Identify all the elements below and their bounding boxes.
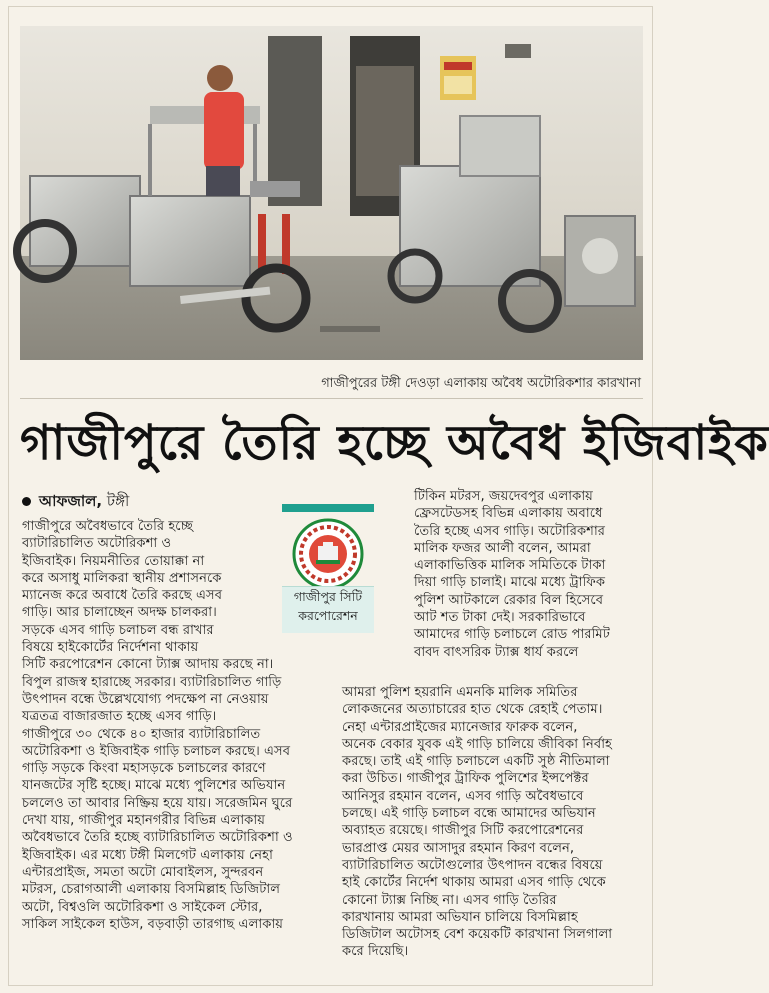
headline: গাজীপুরে তৈরি হচ্ছে অবৈধ ইজিবাইক bbox=[20, 415, 769, 471]
article-line: হাই কোর্টের নির্দেশ থাকায় আমরা এসব গাড়ি থেকে bbox=[342, 875, 606, 891]
logo-label-line-1: গাজীপুর সিটি bbox=[293, 589, 363, 604]
article-line: এলাকাভিত্তিক মালিক সমিতিকে টাকা bbox=[414, 558, 606, 574]
article-left-narrow-block bbox=[22, 518, 408, 656]
article-line: উৎপাদন বন্ধে উল্লেখযোগ্য পদক্ষেপ না নেওয়ায় bbox=[22, 691, 269, 707]
article-line: গাড়ি সড়কে কিংবা মহাসড়কে চলাচলের কারণে bbox=[22, 761, 266, 777]
article-line: সিটি করপোরেশন কোনো ট্যাক্স আদায় করছে না। bbox=[22, 657, 274, 673]
article-line: অবৈধভাবে তৈরি হচ্ছে ব্যাটারিচালিত অটোরিকশা ও bbox=[22, 830, 293, 846]
article-line: এন্টারপ্রাইজ, সমতা অটো মোবাইলস, সুন্দরবন bbox=[22, 864, 264, 880]
byline-bullet-icon bbox=[22, 497, 31, 506]
article-line: দিয়া গাড়ি চালাই। মাঝে মধ্যে ট্রাফিক bbox=[414, 575, 606, 591]
logo-label-line-2: করপোরেশন bbox=[298, 608, 358, 623]
article-line: অটোরিকশা ও ইজিবাইক গাড়ি চলাচল করছে। এসব bbox=[22, 743, 291, 759]
article-line: বাবদ বাৎসরিক ট্যাক্স ধার্য করলে bbox=[414, 644, 579, 660]
article-line: অনেক বেকার যুবক এই গাড়ি চালিয়ে জীবিকা নির্বাহ bbox=[342, 736, 612, 752]
article-line: চললেও তা আবার নিষ্ক্রিয় হয়ে যায়। সরেজমিন ঘুরে bbox=[22, 795, 293, 811]
article-line: ডিজিটাল অটোসহ বেশ কয়েকটি কারখানা সিলগালা bbox=[342, 927, 613, 943]
article-line: মটরস, চেরাগআলী এলাকায় বিসমিল্লাহ ডিজিটাল bbox=[22, 882, 281, 898]
article-line: কারখানায় আমরা অভিযান চালিয়ে বিসমিল্লাহ bbox=[342, 909, 578, 925]
article-line: ব্যাটারিচালিত অটোরিকশা ও bbox=[22, 536, 172, 552]
article-line: করছে। তাই এই গাড়ি চলাচলে একটি সুষ্ঠ নীতিমালা bbox=[342, 754, 610, 770]
article-line: ম্যানেজ করে অবাধে তৈরি করছে এসব bbox=[22, 588, 223, 604]
article-line: কোনো ট্যাক্স নিচ্ছি না। এসব গাড়ি তৈরির bbox=[342, 892, 557, 908]
article-line: অটো, বিশ্বওলি অটোরিকশা ও সাইকেল স্টোর, bbox=[22, 899, 263, 915]
article-line: চলছে। এই গাড়ি চলাচল বন্ধে আমাদের অভিযান bbox=[342, 806, 596, 822]
article-line: সড়কে এসব গাড়ি চলাচল বন্ধ রাখার bbox=[22, 622, 214, 638]
byline-location: টঙ্গী bbox=[106, 492, 130, 510]
article-line: গাজীপুরে ৩০ থেকে ৪০ হাজার ব্যাটারিচালিত bbox=[22, 726, 261, 742]
article-column-right-wide bbox=[342, 684, 646, 961]
article-line: সাকিল সাইকেল হাউস, বড়বাড়ী তারগাছ এলাকায় bbox=[22, 916, 284, 932]
article-line: মালিক ফজর আলী বলেন, আমরা bbox=[414, 540, 591, 556]
article-line: ব্যাটারিচালিত অটোগুলোর উৎপাদন বন্ধের বিষয়ে bbox=[342, 857, 603, 873]
logo-accent-bar bbox=[282, 504, 374, 512]
article-line: নেহা এন্টারপ্রাইজের ম্যানেজার ফারুক বলেন, bbox=[342, 719, 578, 735]
byline bbox=[22, 490, 129, 515]
article-line: অব্যাহত রয়েছে। গাজীপুর সিটি করপোরেশনের bbox=[342, 823, 584, 839]
article-line: টিকিন মটরস, জয়দেবপুর এলাকায় bbox=[414, 489, 593, 504]
article-line: করে দিয়েছি। bbox=[342, 944, 409, 960]
article-line: ইজিবাইক। নিয়মনীতির তোয়াক্কা না bbox=[22, 553, 205, 569]
article-line: করা উচিত। গাজীপুর ট্রাফিক পুলিশের ইন্সপেক্টর bbox=[342, 771, 589, 787]
article-line: লোকজনের অত্যাচারের হাত থেকে রেহাই পেতাম। bbox=[342, 702, 603, 718]
article-line: ফ্রেসটেডসহ বিভিন্ন এলাকায় অবাধে bbox=[414, 506, 603, 522]
headline-rule-top bbox=[20, 398, 643, 399]
article-line: গাজীপুরে অবৈধভাবে তৈরি হচ্ছে bbox=[22, 519, 194, 534]
article-line: ভারপ্রাপ্ত মেয়র আসাদুর রহমান কিরণ বলেন, bbox=[342, 840, 575, 856]
article-line: করে অসাধু মালিকরা স্থানীয় প্রশাসনকে bbox=[22, 570, 222, 586]
article-line: যত্রতত্র বাজারজাত হচ্ছে এসব গাড়ি। bbox=[22, 709, 217, 725]
article-line: গাড়ি। আর চালাচ্ছেন অদক্ষ চালকরা। bbox=[22, 605, 217, 621]
article-line: আট শত টাকা দেই। সরকারিভাবে bbox=[414, 610, 586, 626]
article-line: আনিসুর রহমান বলেন, এসব গাড়ি অবৈধভাবে bbox=[342, 788, 584, 804]
article-line: পুলিশ আটকালে রেকার বিল হিসেবে bbox=[414, 592, 604, 608]
workshop-photo bbox=[20, 26, 643, 360]
article-line: তৈরি হচ্ছে এসব গাড়ি। অটোরিকশার bbox=[414, 523, 606, 539]
article-line: যানজটের সৃষ্টি হচ্ছে। মাঝে মধ্যে পুলিশের অভিযান bbox=[22, 778, 286, 794]
article-column-right bbox=[414, 488, 646, 661]
article-line: আমরা পুলিশ হয়রানি এমনকি মালিক সমিতির bbox=[342, 685, 578, 700]
article-line: দেখা যায়, গাজীপুর মহানগরীর বিভিন্ন এলাকায় bbox=[22, 813, 265, 829]
photo-caption: গাজীপুরের টঙ্গী দেওড়া এলাকায় অবৈধ অটোরিকশার কারখানা bbox=[321, 376, 641, 391]
article-line: বিষয়ে হাইকোর্টের নির্দেশনা থাকায় bbox=[22, 640, 199, 656]
article-line: ইজিবাইক। এর মধ্যে টঙ্গী মিলগেট এলাকায় নেহা bbox=[22, 847, 273, 863]
article-line: আমাদের গাড়ি চলাচলে রোড পারমিট bbox=[414, 627, 610, 643]
article-line: বিপুল রাজস্ব হারাচ্ছে সরকার। ব্যাটারিচালিত গাড়ি bbox=[22, 674, 282, 690]
byline-author: আফজাল, bbox=[39, 492, 103, 510]
